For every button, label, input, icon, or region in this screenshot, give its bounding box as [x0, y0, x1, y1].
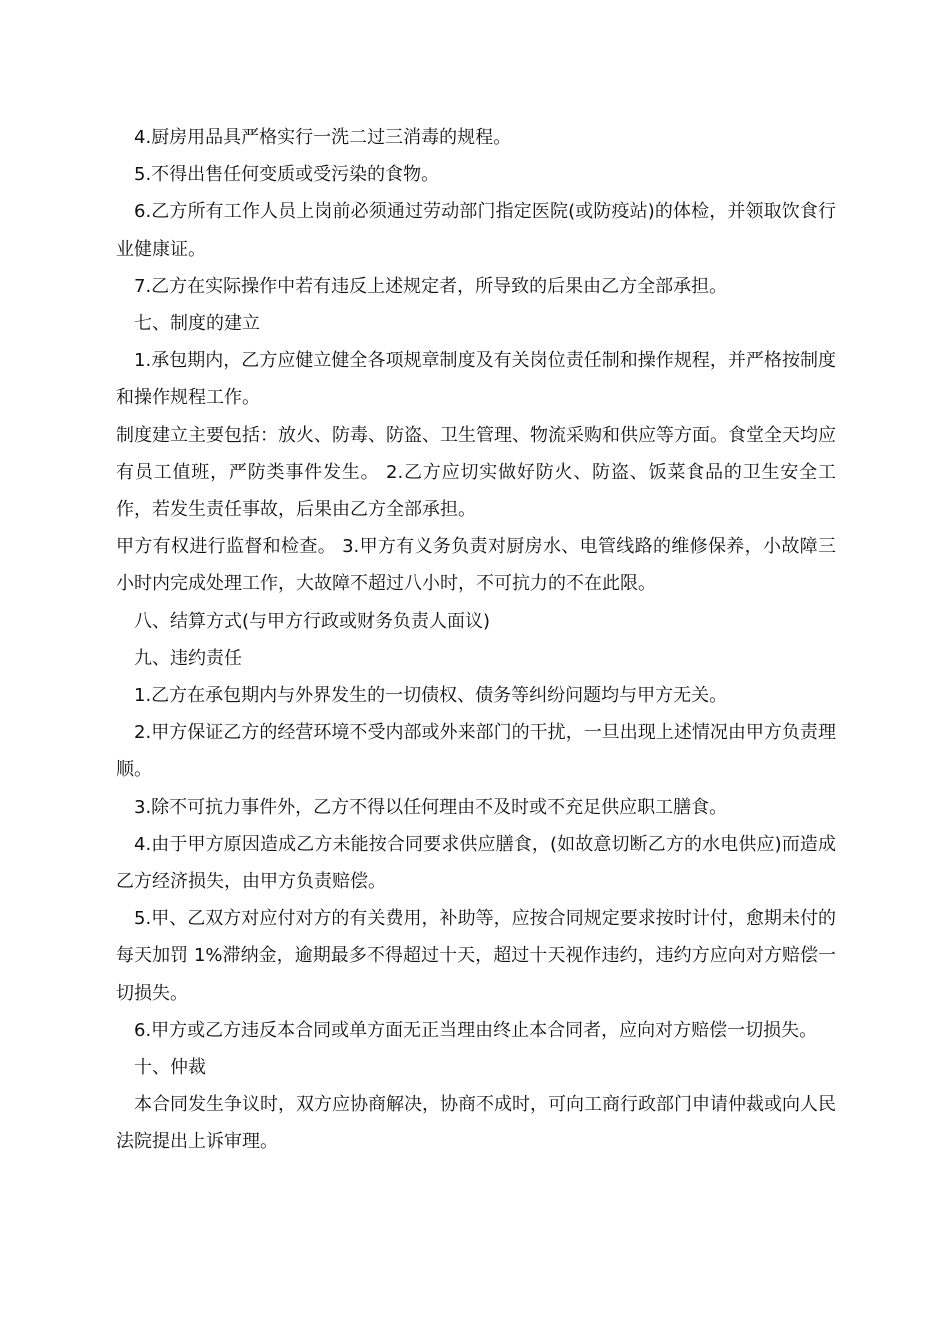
- section-9-clause-2: 2.甲方保证乙方的经营环境不受内部或外来部门的干扰，一旦出现上述情况由甲方负责理顺。: [116, 722, 836, 781]
- section-7-clause-1: 1.承包期内，乙方应健立健全各项规章制度及有关岗位责任制和操作规程，并严格按制度和操作规程工作。: [116, 350, 836, 409]
- clause-4-disinfection: 4.厨房用品具严格实行一洗二过三消毒的规程。: [134, 127, 512, 148]
- clause-7-violation-liability: 7.乙方在实际操作中若有违反上述规定者，所导致的后果由乙方全部承担。: [134, 275, 728, 297]
- section-7-heading: 七、制度的建立: [134, 313, 260, 335]
- section-9-clause-5: 5.甲、乙双方对应付对方的有关费用，补助等，应按合同规定要求按时计付，愈期未付的每天加罚 1%滞纳金，逾期最多不得超过十天，超过十天视作违约，违约方应向对方赔偿一切损失。: [116, 908, 836, 1004]
- section-9-heading: 九、违约责任: [134, 647, 242, 669]
- section-9-clause-4: 4.由于甲方原因造成乙方未能按合同要求供应膳食，(如故意切断乙方的水电供应)而造成乙方经济损失，由甲方负责赔偿。: [116, 833, 836, 893]
- section-9-clause-1: 1.乙方在承包期内与外界发生的一切债权、债务等纠纷问题均与甲方无关。: [134, 685, 728, 707]
- document-body: [116, 119, 836, 1161]
- section-8-heading: 八、结算方式(与甲方行政或财务负责人面议): [134, 610, 491, 632]
- clause-6-health-check: 6.乙方所有工作人员上岗前必须通过劳动部门指定医院(或防疫站)的体检，并领取饮食行业健康证。: [116, 201, 836, 260]
- section-7-system-contents: 制度建立主要包括：放火、防毒、防盗、卫生管理、物流采购和供应等方面。食堂全天均应有员工值班，严防类事件发生。 2.乙方应切实做好防火、防盗、饭菜食品的卫生安全工作，若发生责任事故，后果由乙方全部承担。: [116, 424, 836, 521]
- section-7-supervision: 甲方有权进行监督和检查。 3.甲方有义务负责对厨房水、电管线路的维修保养，小故障三小时内完成处理工作，大故障不超过八小时，不可抗力的不在此限。: [116, 536, 836, 595]
- section-10-arbitration: 本合同发生争议时，双方应协商解决，协商不成时，可向工商行政部门申请仲裁或向人民法院提出上诉审理。: [116, 1094, 836, 1153]
- clause-5-no-spoiled-food: 5.不得出售任何变质或受污染的食物。: [134, 164, 440, 186]
- section-9-clause-6: 6.甲方或乙方违反本合同或单方面无正当理由终止本合同者，应向对方赔偿一切损失。: [134, 1019, 818, 1041]
- section-9-clause-3: 3.除不可抗力事件外，乙方不得以任何理由不及时或不充足供应职工膳食。: [134, 796, 728, 818]
- section-10-heading: 十、仲裁: [134, 1057, 206, 1079]
